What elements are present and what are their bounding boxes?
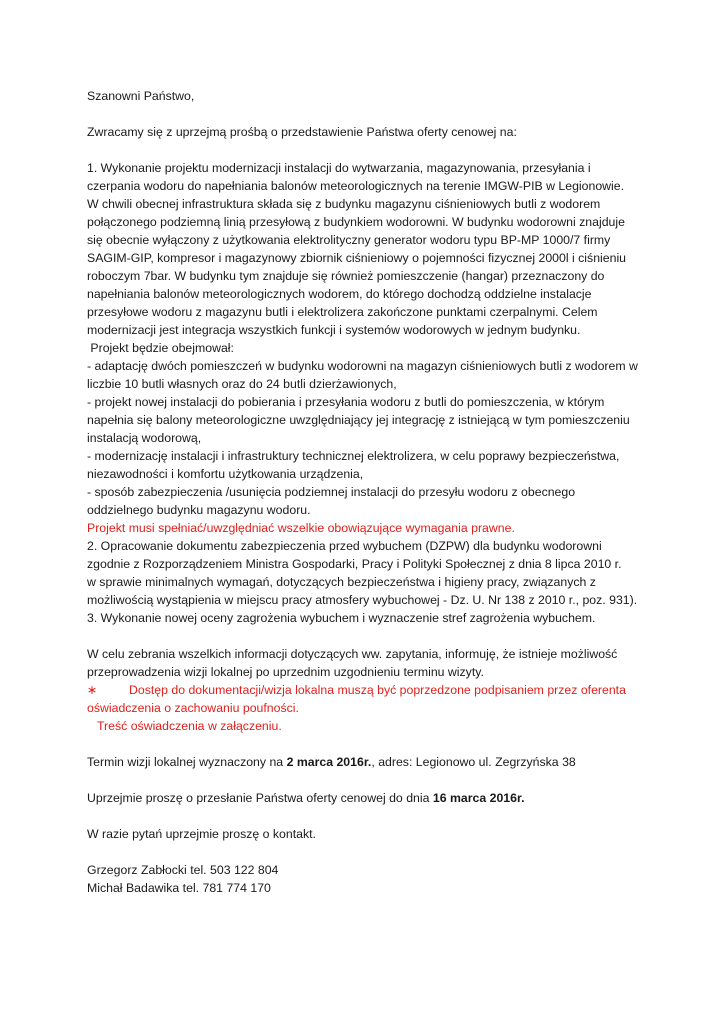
- item-1-line: się obecnie wyłączony z użytkowania elektrolityczny generator wodoru typu BP-MP 1000/7 firmy: [87, 233, 611, 247]
- site-visit-paragraph: [87, 645, 647, 681]
- item-1-paragraph: [87, 159, 647, 339]
- item-2-line: 2. Opracowanie dokumentu zabezpieczenia przed wybuchem (DZPW) dla budynku wodorowni: [87, 539, 602, 553]
- spacer: [87, 843, 647, 861]
- scope-line: niezawodności i komfortu użytkowania urządzenia,: [87, 467, 364, 481]
- scope-line: napełnia się balony meteorologiczne uwzględniający jej integrację z istniejącą w tym pomieszczeniu: [87, 413, 630, 427]
- contact-person: Grzegorz Zabłocki tel. 503 122 804: [87, 863, 279, 877]
- spacer: [87, 807, 647, 825]
- visit-date-prefix: Termin wizji lokalnej wyznaczony na: [87, 755, 287, 769]
- item-2-line: możliwością wystąpienia w miejscu pracy atmosfery wybuchowej - Dz. U. Nr 138 z 2010 r., poz. 931).: [87, 593, 638, 607]
- site-visit-line: przeprowadzenia wizji lokalnej po uprzednim uzgodnieniu terminu wizyty.: [87, 665, 484, 679]
- item-1-line: przesyłowe wodoru z magazynu butli i elektrolizera zakończone punktami czerpalnymi. Celem: [87, 305, 598, 319]
- item-1-line: W chwili obecnej infrastruktura składa się z budynku magazynu ciśnieniowych butli z wodorem: [87, 197, 601, 211]
- offer-deadline-line: [87, 789, 647, 807]
- scope-list: [87, 357, 647, 519]
- site-visit-line: W celu zebrania wszelkich informacji dotyczących ww. zapytania, informuję, że istnieje możliwość: [87, 647, 618, 661]
- scope-line: oddzielnego budynku magazynu wodoru.: [87, 503, 311, 517]
- greeting: Szanowni Państwo,: [87, 89, 195, 103]
- item-1-line: roboczym 7bar. W budynku tym znajduje się również pomieszczenie (hangar) przeznaczony do: [87, 269, 605, 283]
- contact-list: [87, 861, 647, 897]
- visit-date-line: [87, 753, 647, 771]
- confidentiality-notice: [87, 681, 647, 735]
- request-line: Zwracamy się z uprzejmą prośbą o przedstawienie Państwa oferty cenowej na:: [87, 125, 517, 139]
- scope-line: liczbie 10 butli własnych oraz do 24 butli dzierżawionych,: [87, 377, 397, 391]
- scope-heading: Projekt będzie obejmował:: [87, 341, 234, 355]
- legal-requirements-note: Projekt musi spełniać/uwzględniać wszelkie obowiązujące wymagania prawne.: [87, 521, 515, 535]
- offer-deadline-prefix: Uprzejmie proszę o przesłanie Państwa oferty cenowej do dnia: [87, 791, 433, 805]
- item-1-line: napełniania balonów meteorologicznych wodorem, do którego dochodzą oddzielne instalacje: [87, 287, 592, 301]
- contact-person: Michał Badawika tel. 781 774 170: [87, 881, 271, 895]
- item-1-line: połączonego podziemną linią przesyłową z budynkiem wodorowni. W budynku wodorowni znajduje: [87, 215, 625, 229]
- notice-line: oświadczenia o zachowaniu poufności.: [87, 701, 299, 715]
- scope-line: - modernizację instalacji i infrastruktury technicznej elektrolizera, w celu poprawy bezpieczeństwa,: [87, 449, 620, 463]
- contact-request-line: W razie pytań uprzejmie proszę o kontakt.: [87, 827, 316, 841]
- visit-date: 2 marca 2016r.: [286, 755, 372, 769]
- item-1-line: czerpania wodoru do napełniania balonów meteorologicznych na terenie IMGW-PIB w Legionowie.: [87, 179, 625, 193]
- spacer: [87, 627, 647, 645]
- letter-page: [87, 87, 647, 897]
- notice-line: Dostęp do dokumentacji/wizja lokalna muszą być poprzedzone podpisaniem przez oferenta: [129, 683, 626, 697]
- item-1-line: SAGIM-GIP, kompresor i magazynowy zbiornik ciśnieniowy o pojemności fizycznej 2000l i ciśnieniu: [87, 251, 627, 265]
- asterisk-bullet-icon: ∗: [87, 683, 98, 697]
- item-2-line: zgodnie z Rozporządzeniem Ministra Gospodarki, Pracy i Polityki Społecznej z dnia 8 lipca 2010 r.: [87, 557, 622, 571]
- item-1-line: 1. Wykonanie projektu modernizacji instalacji do wytwarzania, magazynowania, przesyłania i: [87, 161, 591, 175]
- visit-address: , adres: Legionowo ul. Zegrzyńska 38: [371, 755, 576, 769]
- spacer: [87, 141, 647, 159]
- spacer: [87, 735, 647, 753]
- notice-attachment-line: Treść oświadczenia w załączeniu.: [97, 719, 282, 733]
- scope-line: - projekt nowej instalacji do pobierania i przesyłania wodoru z butli do pomieszczenia, w którym: [87, 395, 605, 409]
- item-2-line: w sprawie minimalnych wymagań, dotyczących bezpieczeństwa i higieny pracy, związanych z: [87, 575, 596, 589]
- scope-line: - sposób zabezpieczenia /usunięcia podziemnej instalacji do przesyłu wodoru z obecnego: [87, 485, 576, 499]
- spacer: [87, 771, 647, 789]
- scope-line: - adaptację dwóch pomieszczeń w budynku wodorowni na magazyn ciśnieniowych butli z wodorem w: [87, 359, 638, 373]
- offer-deadline-date: 16 marca 2016r.: [432, 791, 525, 805]
- item-2-paragraph: [87, 537, 647, 609]
- item-1-line: modernizacji jest integracja wszystkich funkcji i systemów wodorowych w jednym budynku.: [87, 323, 581, 337]
- spacer: [87, 105, 647, 123]
- item-3-line: 3. Wykonanie nowej oceny zagrożenia wybuchem i wyznaczenie stref zagrożenia wybuchem.: [87, 611, 596, 625]
- scope-line: instalacją wodorową,: [87, 431, 202, 445]
